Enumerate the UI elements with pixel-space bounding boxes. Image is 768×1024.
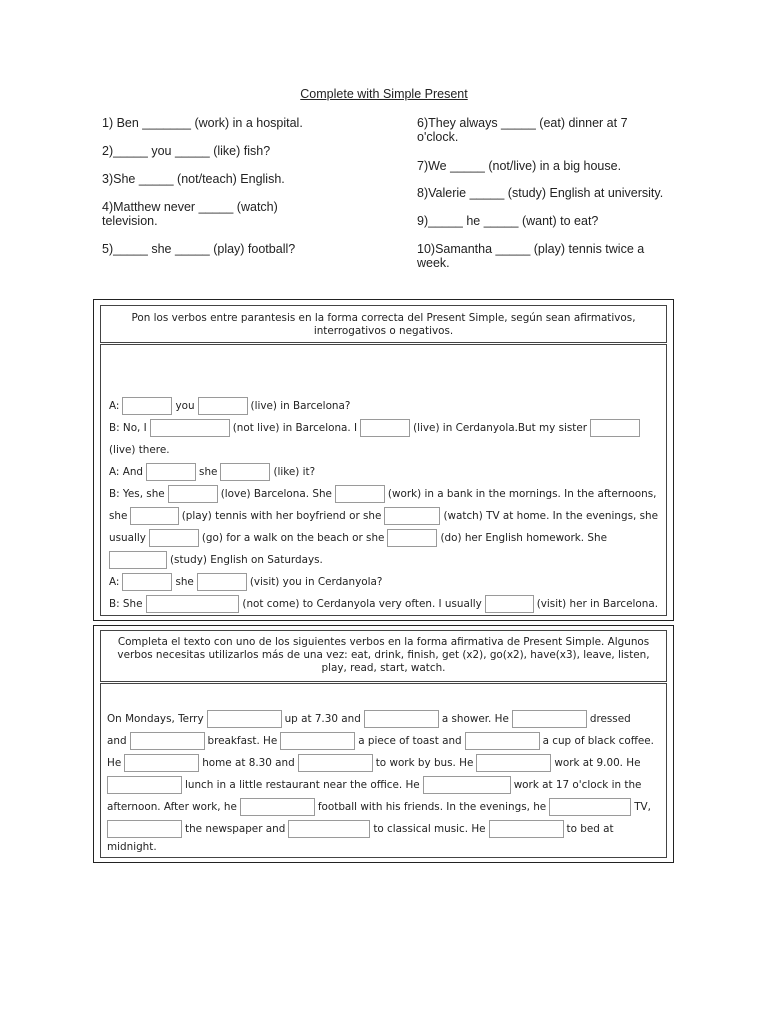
- text-segment: A:: [109, 400, 120, 412]
- text-content: [101, 684, 666, 854]
- text-segment: (love) Barcelona. She: [220, 488, 332, 500]
- exercises-right-column: [417, 116, 667, 270]
- exercise-5: 5)_____ she _____ (play) football?: [102, 242, 296, 256]
- answer-box[interactable]: [107, 820, 182, 838]
- answer-box[interactable]: [298, 754, 373, 772]
- dialogue-line-6: [109, 505, 658, 527]
- answer-box[interactable]: [288, 820, 370, 838]
- text-segment: lunch in a little restaurant near the office. He: [185, 779, 420, 791]
- text-segment: to classical music. He: [373, 823, 486, 835]
- dialogue-line-1: [109, 395, 658, 417]
- text-segment: (visit) her in Barcelona.: [536, 598, 658, 610]
- answer-box[interactable]: [130, 732, 205, 750]
- text-segment: to work by bus. He: [375, 757, 474, 769]
- text-segment: afternoon. After work, he: [107, 801, 237, 813]
- text-segment: a shower. He: [441, 713, 509, 725]
- answer-box[interactable]: [364, 710, 439, 728]
- answer-box[interactable]: [465, 732, 540, 750]
- text-segment: usually: [109, 532, 146, 544]
- text-segment: (do) her English homework. She: [440, 532, 607, 544]
- answer-box[interactable]: [107, 776, 182, 794]
- exercise-10: 10)Samantha _____ (play) tennis twice a week.: [417, 242, 645, 270]
- answer-box[interactable]: [512, 710, 587, 728]
- instructions-text-2: Completa el texto con uno de los siguientes verbos en la forma afirmativa de Present Simple. Algunos verbos necesitas utilizarlos más de una vez: eat, drink, finish, get (x2), go(x2), have(x3), leave, listen, play, read, start, watch.: [117, 636, 650, 674]
- answer-box[interactable]: [122, 397, 172, 415]
- answer-box[interactable]: [240, 798, 315, 816]
- dialogue-line-3: [109, 439, 658, 461]
- text-segment: she: [175, 576, 194, 588]
- answer-box[interactable]: [549, 798, 631, 816]
- text-segment: (work) in a bank in the mornings. In the afternoons,: [387, 488, 657, 500]
- dialogue-line-7: [109, 527, 658, 549]
- text-segment: work at 17 o'clock in the: [513, 779, 642, 791]
- dialogue-content: [101, 345, 666, 615]
- exercise-2: 2)_____ you _____ (like) fish?: [102, 144, 271, 158]
- text-line-3: [107, 752, 654, 774]
- text-line-5: [107, 796, 654, 818]
- answer-box[interactable]: [198, 397, 248, 415]
- text-segment: she: [199, 466, 218, 478]
- text-segment: He: [107, 757, 122, 769]
- text-segment: (play) tennis with her boyfriend or she: [181, 510, 382, 522]
- text-segment: B: She: [109, 598, 143, 610]
- text-line-4: [107, 774, 654, 796]
- answer-box[interactable]: [149, 529, 199, 547]
- dialogue-line-9: [109, 571, 658, 593]
- answer-box[interactable]: [485, 595, 534, 613]
- text-segment: dressed: [589, 713, 631, 725]
- answer-box[interactable]: [197, 573, 247, 591]
- answer-box[interactable]: [130, 507, 178, 525]
- text-line-7: [107, 840, 654, 854]
- text-box: [100, 683, 667, 858]
- text-segment: TV,: [634, 801, 651, 813]
- text-segment: a cup of black coffee.: [542, 735, 654, 747]
- exercise-4: 4)Matthew never _____ (watch) television.: [102, 200, 278, 228]
- text-segment: to bed at: [566, 823, 614, 835]
- text-line-1: [107, 708, 654, 730]
- exercise-3: 3)She _____ (not/teach) English.: [102, 172, 285, 186]
- answer-box[interactable]: [360, 419, 410, 437]
- dialogue-line-8: [109, 549, 658, 571]
- dialogue-box: [100, 344, 667, 616]
- text-segment: work at 9.00. He: [554, 757, 641, 769]
- answer-box[interactable]: [384, 507, 440, 525]
- dialogue-line-4: [109, 461, 658, 483]
- text-segment: (live) in Barcelona?: [250, 400, 351, 412]
- text-segment: (not come) to Cerdanyola very often. I usually: [242, 598, 482, 610]
- dialogue-line-5: [109, 483, 658, 505]
- answer-box[interactable]: [168, 485, 218, 503]
- text-segment: football with his friends. In the evenings, he: [317, 801, 547, 813]
- answer-box[interactable]: [590, 419, 640, 437]
- answer-box[interactable]: [387, 529, 437, 547]
- text-segment: (watch) TV at home. In the evenings, she: [443, 510, 658, 522]
- text-segment: (like) it?: [273, 466, 316, 478]
- answer-box[interactable]: [124, 754, 199, 772]
- exercise-8: 8)Valerie _____ (study) English at university.: [417, 186, 664, 200]
- answer-box[interactable]: [489, 820, 564, 838]
- exercise-1: 1) Ben _______ (work) in a hospital.: [102, 116, 303, 130]
- answer-box[interactable]: [280, 732, 355, 750]
- answer-box[interactable]: [476, 754, 551, 772]
- text-segment: breakfast. He: [207, 735, 278, 747]
- answer-box[interactable]: [207, 710, 282, 728]
- exercise-box-1: [93, 299, 674, 621]
- instructions-text-1: Pon los verbos entre parantesis en la forma correcta del Present Simple, según sean afirmativos, interrogativos o negativos.: [131, 312, 636, 337]
- text-segment: A: And: [109, 466, 144, 478]
- text-segment: up at 7.30 and: [284, 713, 361, 725]
- text-line-2: [107, 730, 654, 752]
- text-segment: (study) English on Saturdays.: [170, 554, 323, 566]
- text-segment: and: [107, 735, 127, 747]
- dialogue-line-2: [109, 417, 658, 439]
- exercise-7: 7)We _____ (not/live) in a big house.: [417, 159, 622, 173]
- text-segment: (go) for a walk on the beach or she: [201, 532, 385, 544]
- text-segment: midnight.: [107, 841, 157, 853]
- dialogue-line-10: [109, 593, 658, 615]
- exercise-9: 9)_____ he _____ (want) to eat?: [417, 214, 599, 228]
- text-segment: B: No, I: [109, 422, 147, 434]
- exercise-6: 6)They always _____ (eat) dinner at 7 o'clock.: [417, 116, 628, 144]
- answer-box[interactable]: [146, 463, 196, 481]
- instructions-box-2: [100, 630, 667, 682]
- text-segment: On Mondays, Terry: [107, 713, 204, 725]
- instructions-box-1: [100, 305, 667, 343]
- answer-box[interactable]: [220, 463, 270, 481]
- text-segment: you: [175, 400, 195, 412]
- answer-box[interactable]: [109, 551, 167, 569]
- text-segment: she: [109, 510, 128, 522]
- text-segment: a piece of toast and: [358, 735, 462, 747]
- answer-box[interactable]: [335, 485, 385, 503]
- text-segment: B: Yes, she: [109, 488, 165, 500]
- answer-box[interactable]: [146, 595, 240, 613]
- exercise-box-2: [93, 625, 674, 863]
- page-title: Complete with Simple Present: [300, 87, 468, 101]
- text-segment: (live) in Cerdanyola.But my sister: [413, 422, 588, 434]
- text-segment: (live) there.: [109, 444, 170, 456]
- answer-box[interactable]: [150, 419, 230, 437]
- text-segment: A:: [109, 576, 120, 588]
- text-segment: the newspaper and: [185, 823, 286, 835]
- text-line-6: [107, 818, 654, 840]
- text-segment: (not live) in Barcelona. I: [232, 422, 358, 434]
- exercises-left-column: [102, 116, 312, 256]
- text-segment: (visit) you in Cerdanyola?: [249, 576, 383, 588]
- answer-box[interactable]: [423, 776, 511, 794]
- text-segment: home at 8.30 and: [202, 757, 295, 769]
- answer-box[interactable]: [122, 573, 172, 591]
